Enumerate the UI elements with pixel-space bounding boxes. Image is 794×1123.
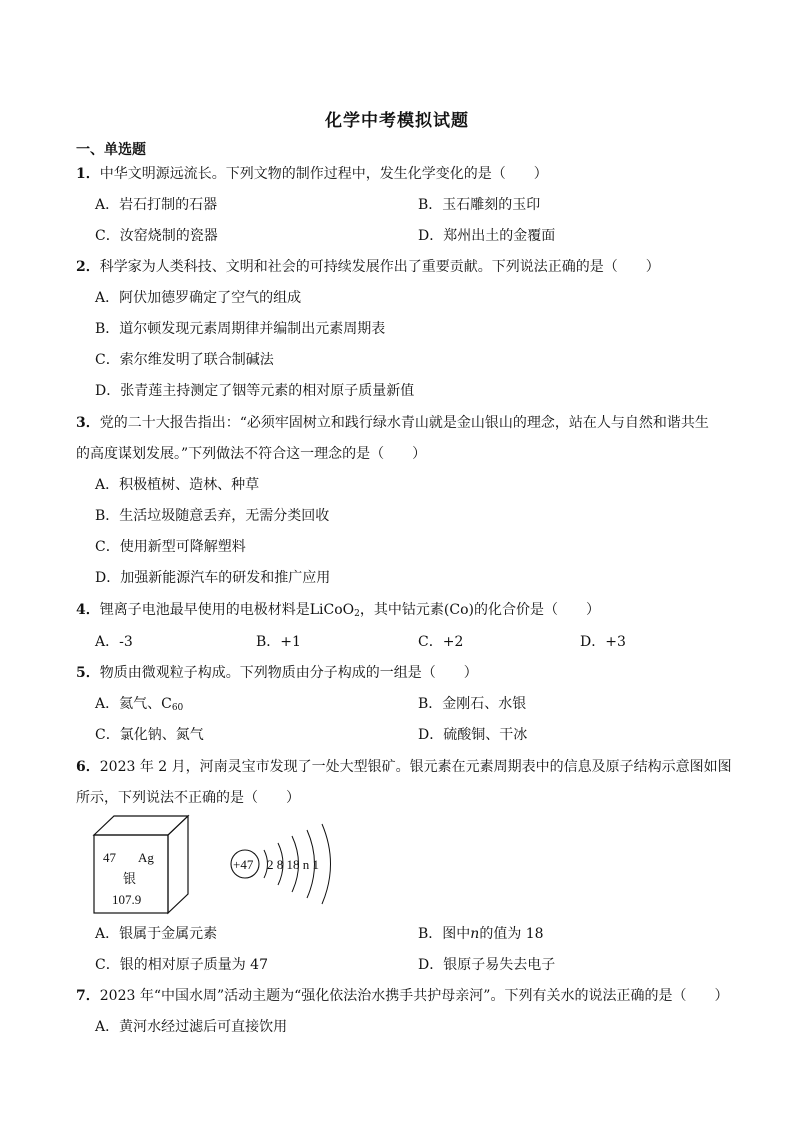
- atom-structure-diagram: [231, 824, 331, 904]
- option-b: B．玉石雕刻的玉印: [418, 197, 541, 213]
- option-b: B．金刚石、水银: [418, 696, 527, 712]
- question-text-continued: 的高度谋划发展。”下列做法不符合这一理念的是（ ）: [76, 446, 427, 462]
- silver-element-figure: [88, 810, 348, 920]
- question-number: 3．: [76, 415, 100, 431]
- question-text: 物质由微观粒子构成。下列物质由分子构成的一组是（ ）: [99, 665, 478, 681]
- option-c: C．索尔维发明了联合制碱法: [95, 352, 274, 368]
- option-d: D．+3: [580, 634, 626, 650]
- option-c: C．汝窑烧制的瓷器: [95, 228, 218, 244]
- option-b: B．道尔顿发现元素周期律并编制出元素周期表: [95, 321, 386, 337]
- option-a: A．积极植树、造林、种草: [95, 477, 260, 493]
- option-a: A．银属于金属元素: [95, 926, 218, 942]
- question-2: [76, 257, 660, 277]
- formula-subscript: 2: [354, 609, 360, 619]
- option-c: C．银的相对原子质量为 47: [95, 957, 268, 973]
- option-b: B．+1: [256, 634, 301, 650]
- question-text: 党的二十大报告指出：“必须牢固树立和践行绿水青山就是金山银山的理念，站在人与自然和谐共生: [99, 415, 709, 431]
- option-d: D．加强新能源汽车的研发和推广应用: [95, 570, 331, 586]
- question-5: [76, 663, 478, 683]
- option-d: D．郑州出土的金覆面: [418, 228, 556, 244]
- option-a: A．-3: [95, 634, 133, 650]
- question-text-continued: 所示，下列说法不正确的是（ ）: [76, 790, 300, 806]
- question-text-end: ，其中钴元素(Co)的化合价是（ ）: [359, 602, 600, 618]
- question-number: 2．: [76, 259, 100, 275]
- electron-shells: 2 8 18 n 1: [267, 857, 319, 872]
- question-number: 5．: [76, 665, 100, 681]
- option-c: C．+2: [418, 634, 464, 650]
- question-1: [76, 164, 548, 184]
- question-6: [76, 757, 732, 777]
- page-title: 化学中考模拟试题: [325, 111, 469, 131]
- question-text: 2023 年 2 月，河南灵宝市发现了一处大型银矿。银元素在元素周期表中的信息及原子结构示意图如图: [99, 759, 732, 775]
- option-a: A．黄河水经过滤后可直接饮用: [95, 1019, 288, 1035]
- nucleus-charge: +47: [233, 857, 254, 872]
- question-number: 6．: [76, 759, 100, 775]
- element-card: [94, 816, 188, 913]
- option-a: A．阿伏加德罗确定了空气的组成: [95, 290, 302, 306]
- section-heading: 一、单选题: [76, 142, 146, 158]
- option-c: C．氯化钠、氮气: [95, 727, 204, 743]
- chemical-formula: LiCoO: [309, 602, 355, 618]
- option-d: D．张青莲主持测定了铟等元素的相对原子质量新值: [95, 383, 415, 399]
- question-7: [76, 986, 728, 1006]
- question-4: [76, 600, 600, 624]
- option-a: A．氦气、$C_{60}$: [95, 696, 184, 713]
- atomic-mass: 107.9: [112, 892, 142, 907]
- element-name: 银: [123, 872, 137, 887]
- option-c: C．使用新型可降解塑料: [95, 539, 246, 555]
- option-d: D．银原子易失去电子: [418, 957, 556, 973]
- option-d: D．硫酸铜、干冰: [418, 727, 528, 743]
- question-text: 中华文明源远流长。下列文物的制作过程中，发生化学变化的是（ ）: [99, 166, 548, 182]
- atomic-number: 47: [103, 850, 116, 865]
- question-number: 7．: [76, 988, 100, 1004]
- option-b: B．图中n的值为 18: [418, 926, 544, 942]
- question-3: [76, 413, 709, 433]
- option-b: B．生活垃圾随意丢弃，无需分类回收: [95, 508, 330, 524]
- element-symbol: Ag: [138, 850, 154, 865]
- question-text: 科学家为人类科技、文明和社会的可持续发展作出了重要贡献。下列说法正确的是（ ）: [99, 259, 660, 275]
- question-text: 锂离子电池最早使用的电极材料是: [99, 602, 310, 618]
- question-text: 2023 年“中国水周”活动主题为“强化依法治水携手共护母亲河”。下列有关水的说法正确的是（ ）: [99, 988, 729, 1004]
- option-a: A．岩石打制的石器: [95, 197, 218, 213]
- question-number: 4．: [76, 602, 100, 618]
- question-number: 1．: [76, 166, 100, 182]
